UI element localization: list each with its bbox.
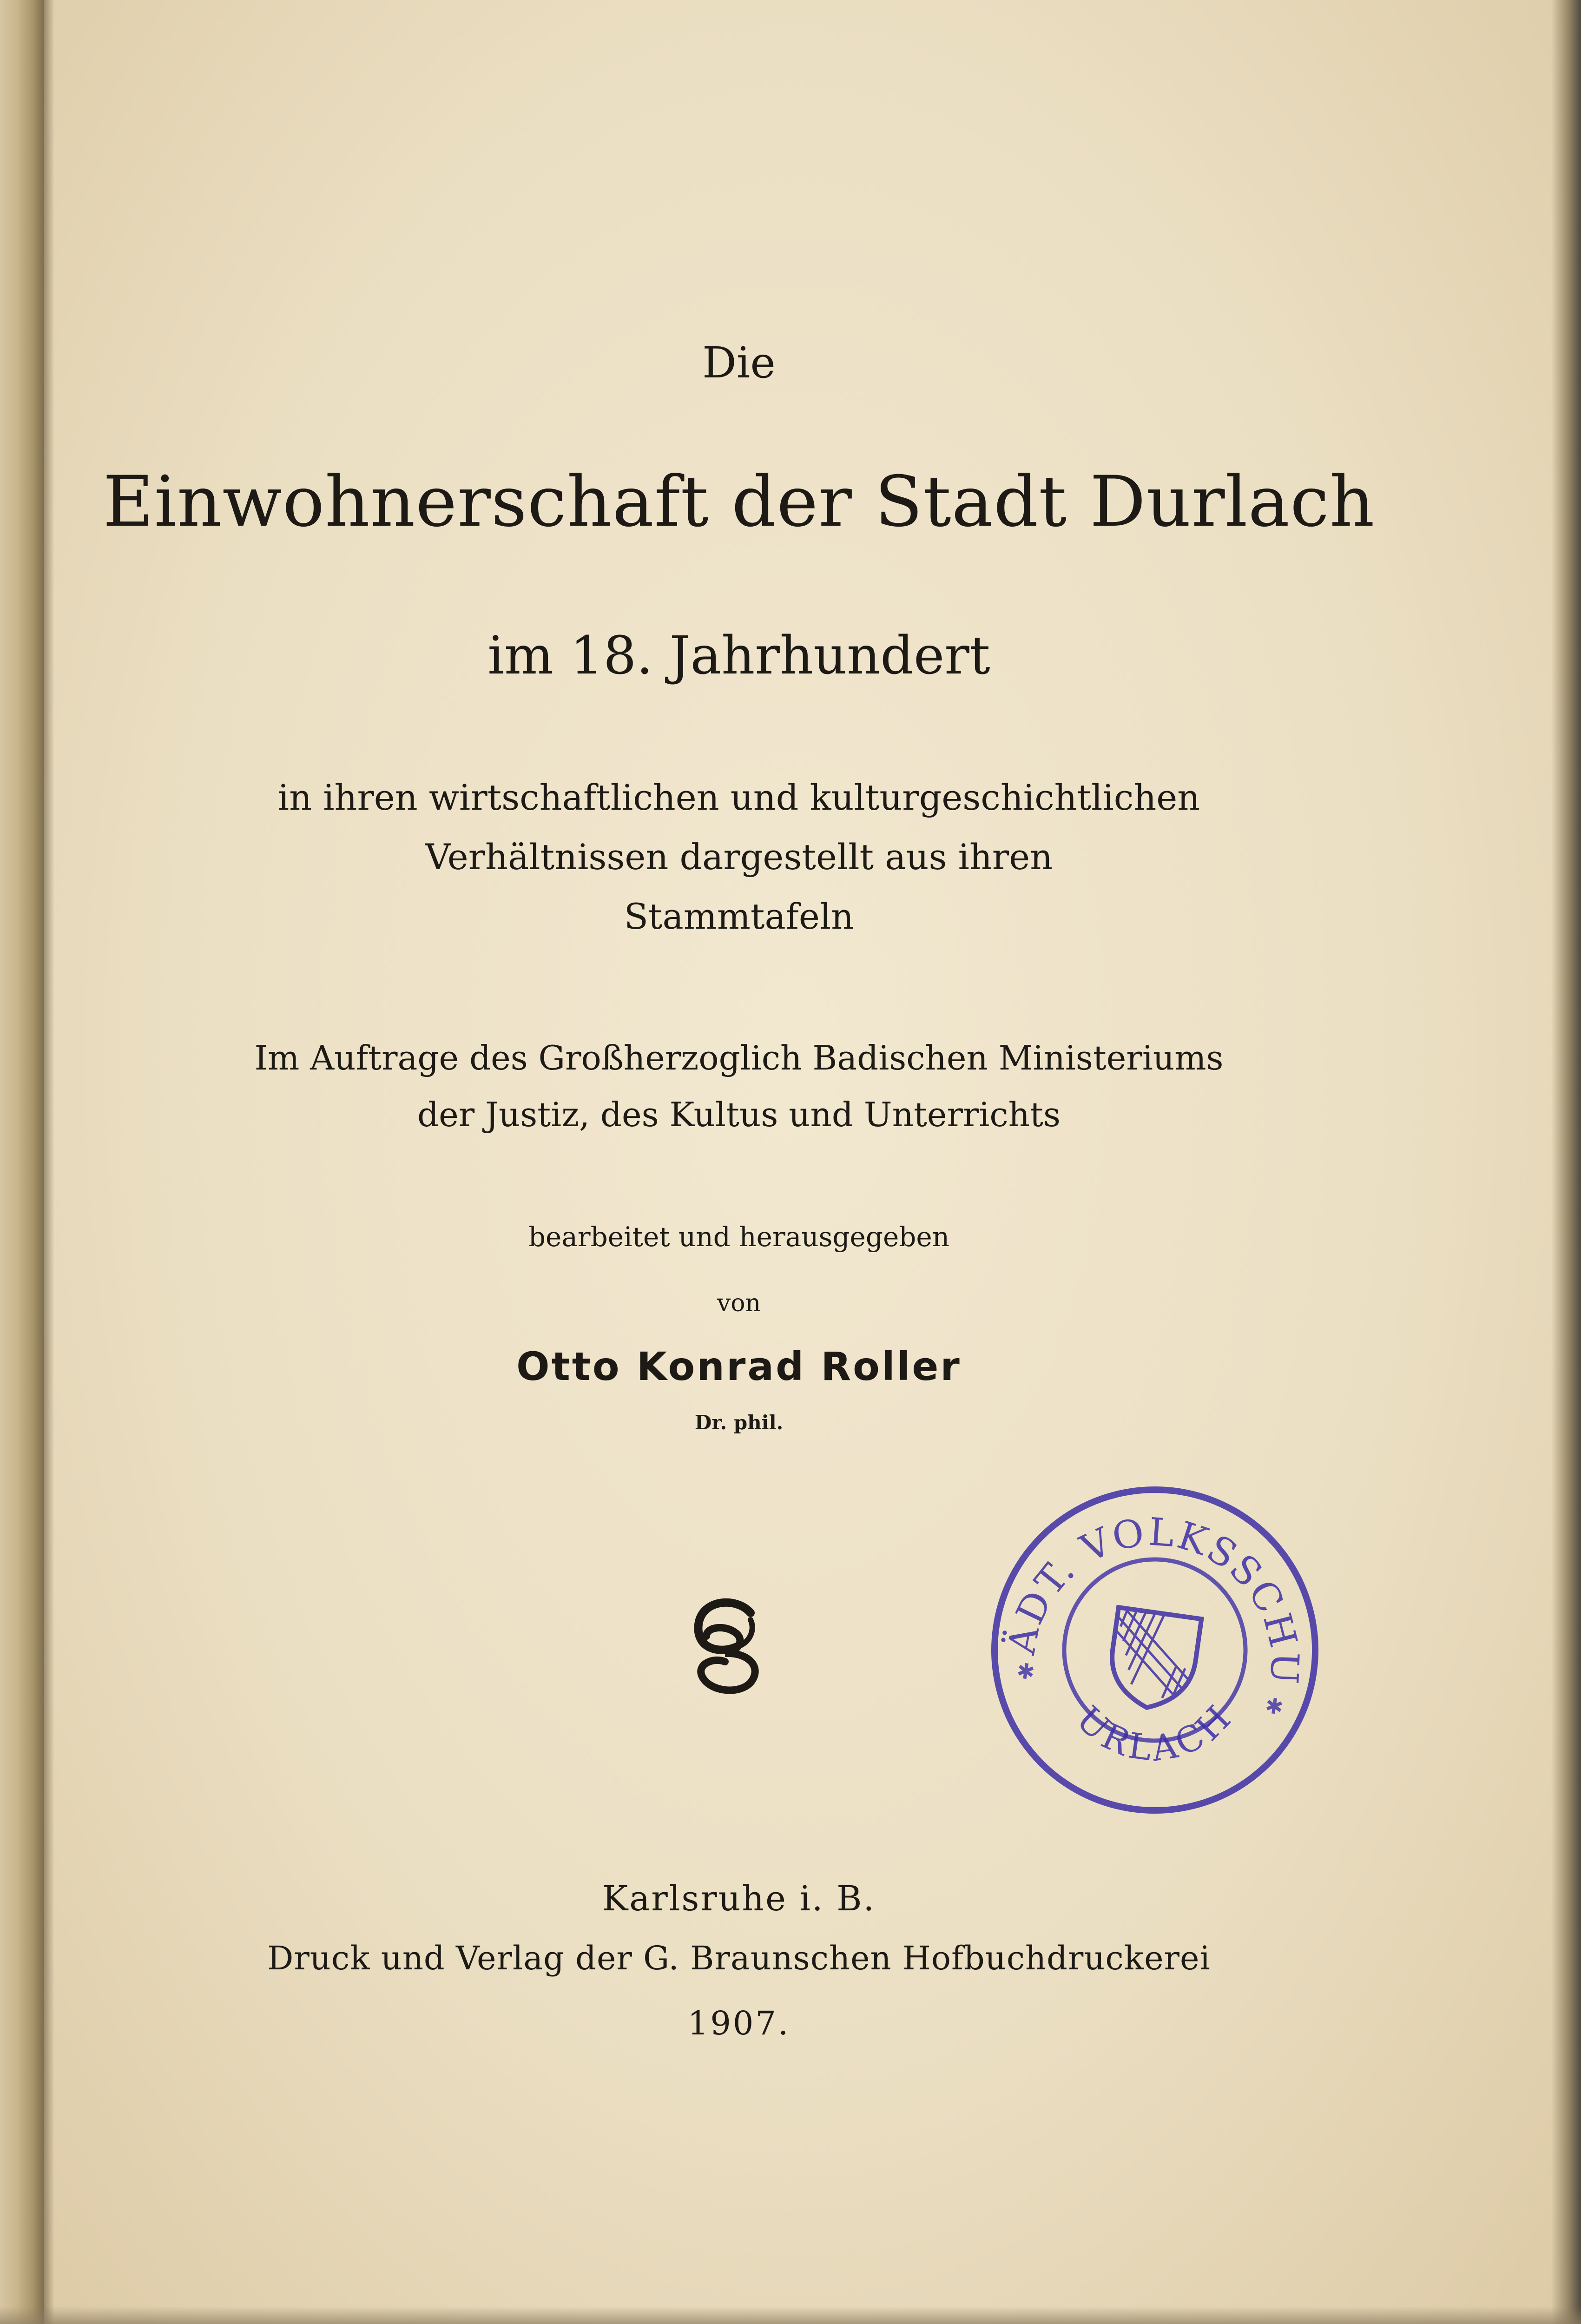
title-prefix: Die [702, 338, 776, 388]
publisher-line: Druck und Verlag der G. Braunschen Hofbuchdruckerei [267, 1939, 1211, 1977]
description-line-1: in ihren wirtschaftlichen und kulturgeschichtlichen [277, 777, 1200, 818]
description-line-3: Stammtafeln [624, 896, 854, 937]
von-line: von [717, 1289, 761, 1317]
page-bottom-edge [0, 2306, 1581, 2324]
commission-line-2: der Justiz, des Kultus und Unterrichts [417, 1095, 1061, 1134]
edited-by-line: bearbeitet und herausgegeben [528, 1221, 950, 1253]
author-name: Otto Konrad Roller [516, 1344, 962, 1389]
author-degree: Dr. phil. [694, 1411, 784, 1434]
page-right-edge [1551, 0, 1581, 2324]
publisher-monogram-icon [681, 1592, 774, 1699]
publication-place: Karlsruhe i. B. [602, 1879, 876, 1919]
commission-line-1: Im Auftrage des Großherzoglich Badischen Ministeriums [254, 1038, 1224, 1077]
description-line-2: Verhältnissen dargestellt aus ihren [425, 836, 1053, 878]
subtitle: im 18. Jahrhundert [487, 626, 990, 686]
main-title: Einwohnerschaft der Stadt Durlach [103, 462, 1375, 542]
gutter-shadow [44, 0, 54, 2324]
svg-text:✱: ✱ [1015, 1657, 1037, 1685]
stamp-bottom-text: DURLACH [1068, 1695, 1241, 1769]
stamp-top-text: STÄDT. VOLKSSCHULE [999, 1510, 1307, 1687]
svg-text:✱: ✱ [1264, 1692, 1285, 1720]
coat-of-arms-icon [1100, 1598, 1207, 1717]
book-binding-gutter [0, 0, 44, 2324]
library-stamp [983, 1478, 1327, 1822]
publication-year: 1907. [687, 2004, 790, 2042]
